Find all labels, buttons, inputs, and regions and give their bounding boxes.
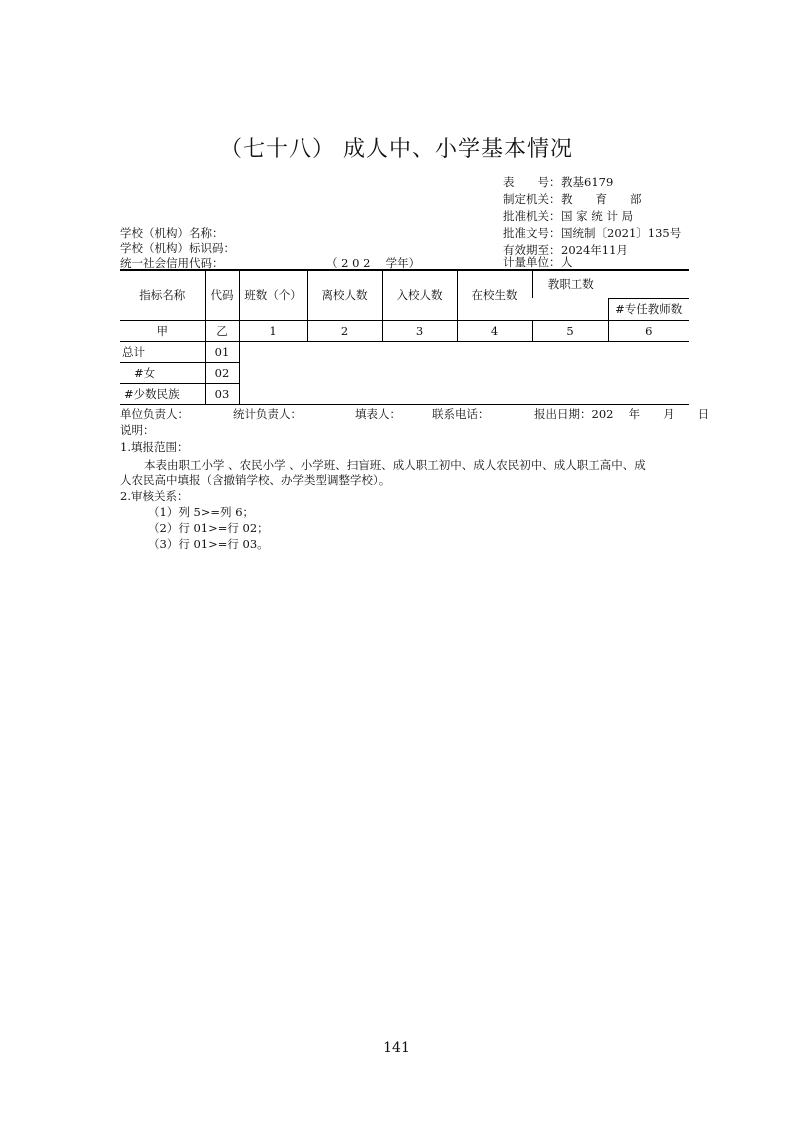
row-code: 01 xyxy=(205,341,239,362)
notes-item2-title: 2.审核关系： xyxy=(120,489,189,503)
issuer xyxy=(503,191,642,208)
index-cell: 5 xyxy=(532,320,608,341)
row-name: #女 xyxy=(120,362,205,383)
index-cell: 乙 xyxy=(205,320,239,341)
credit-code-label: 统一社会信用代码： xyxy=(120,256,224,270)
page-number: 141 xyxy=(383,1040,410,1056)
page-title: （七十八） 成人中、小学基本情况 xyxy=(220,137,573,162)
issuer-value: 教 育 部 xyxy=(561,192,642,206)
header-staff xyxy=(532,270,689,298)
index-cell: 6 xyxy=(608,320,689,341)
statistics-table xyxy=(120,269,689,405)
row-name: #少数民族 xyxy=(120,383,205,404)
header-code: 代码 xyxy=(205,270,239,320)
index-cell: 1 xyxy=(239,320,307,341)
header-staff-spacer xyxy=(532,298,608,320)
notes-heading: 说明： xyxy=(120,423,155,437)
issuer-label: 制定机关： xyxy=(503,192,561,206)
form-number-value: 教基6179 xyxy=(561,175,614,189)
header-fulltime: #专任教师数 xyxy=(608,298,689,320)
approval-number-value: 国统制〔2021〕135号 xyxy=(561,226,682,240)
notes-item1-line1: 本表由职工小学 、农民小学 、小学班、扫盲班、成人职工初中、成人农民初中、成人职工高中、成 xyxy=(144,458,646,472)
header-staff-label: 教职工数 xyxy=(547,277,594,292)
header-classes: 班数（个） xyxy=(239,270,307,320)
approver xyxy=(503,208,633,225)
valid-until-label: 有效期至： xyxy=(503,243,561,257)
index-cell: 2 xyxy=(307,320,382,341)
header-entering: 入校人数 xyxy=(382,270,457,320)
stat-head-label: 统计负责人： xyxy=(233,407,302,421)
report-date-label: 报出日期：202 年 月 日 xyxy=(534,407,710,421)
phone-label: 联系电话： xyxy=(432,407,490,421)
form-number xyxy=(503,174,613,191)
notes-check3: （3）行 01>=行 03。 xyxy=(148,537,269,551)
unit-value: 人 xyxy=(561,255,573,269)
row-code: 03 xyxy=(205,383,239,404)
approval-number xyxy=(503,225,681,242)
valid-until-value: 2024年11月 xyxy=(561,243,628,257)
school-id-label: 学校（机构）标识码： xyxy=(120,241,235,255)
index-cell: 甲 xyxy=(120,320,205,341)
school-name-label: 学校（机构）名称： xyxy=(120,226,224,240)
approval-number-label: 批准文号： xyxy=(503,226,561,240)
form-number-label: 表 号： xyxy=(503,175,561,189)
approver-value: 国 家 统 计 局 xyxy=(561,209,634,223)
index-cell: 4 xyxy=(457,320,532,341)
header-leaving: 离校人数 xyxy=(307,270,382,320)
unit-label: 计量单位： xyxy=(503,255,561,269)
notes-item1-line2: 人农民高中填报（含撤销学校、办学类型调整学校）。 xyxy=(120,473,391,487)
filler-label: 填表人： xyxy=(355,407,401,421)
notes-check1: （1）列 5>=列 6； xyxy=(148,505,255,519)
approver-label: 批准机关： xyxy=(503,209,561,223)
header-enrolled: 在校生数 xyxy=(457,270,532,320)
notes-item1-title: 1.填报范围： xyxy=(120,440,189,454)
notes-check2: （2）行 01>=行 02； xyxy=(148,521,269,535)
row-code: 02 xyxy=(205,362,239,383)
row-name: 总计 xyxy=(120,341,205,362)
school-year: （ 2 0 2 学年） xyxy=(326,256,421,270)
table-row xyxy=(120,341,689,362)
data-entry-area xyxy=(239,341,689,404)
index-cell: 3 xyxy=(382,320,457,341)
header-indicator: 指标名称 xyxy=(120,270,205,320)
unit-head-label: 单位负责人： xyxy=(120,407,189,421)
